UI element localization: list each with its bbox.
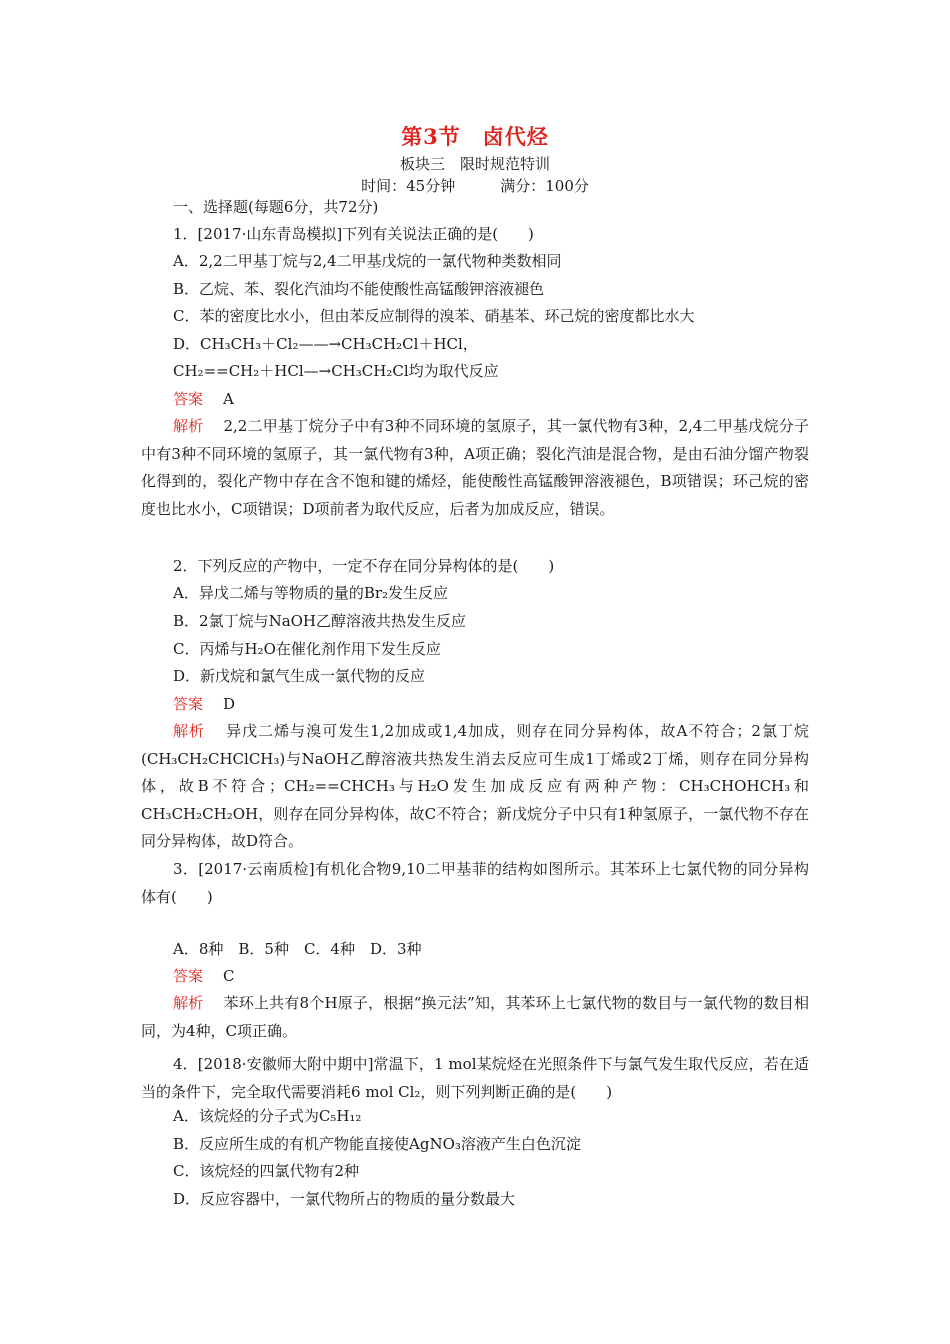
- q1-option-d-line1: D．CH₃CH₃＋Cl₂——→CH₃CH₂Cl＋HCl，: [173, 335, 478, 353]
- q4-option-a: A．该烷烃的分子式为C₅H₁₂: [173, 1107, 362, 1125]
- answer-label: 答案: [173, 390, 204, 408]
- section-heading: 一、选择题(每题6分，共72分): [173, 198, 379, 216]
- q1-answer: [173, 389, 234, 409]
- q3-analysis: [141, 990, 809, 1045]
- page-title: 第3节 卤代烃: [401, 124, 549, 149]
- analysis-label: 解析: [173, 994, 204, 1012]
- q4-option-b: B．反应所生成的有机产物能直接使AgNO₃溶液产生白色沉淀: [173, 1135, 581, 1153]
- q2-answer: [173, 694, 235, 714]
- q1-analysis: [141, 413, 809, 523]
- q2-analysis: [141, 718, 809, 856]
- q2-option-c: C．丙烯与H₂O在催化剂作用下发生反应: [173, 640, 441, 658]
- q2-option-b: B．2氯丁烷与NaOH乙醇溶液共热发生反应: [173, 612, 467, 630]
- q3-analysis-text: 苯环上共有8个H原子，根据“换元法”知，其苯环上七氯代物的数目与一氯代物的数目相同，为4种，C项正确。: [141, 994, 809, 1040]
- q3-answer-value: C: [223, 967, 235, 985]
- q4-option-d: D．反应容器中，一氯代物所占的物质的量分数最大: [173, 1190, 516, 1208]
- q4-stem: 4．[2018·安徽师大附中期中]常温下，1 mol某烷烃在光照条件下与氯气发生取代反应，若在适当的条件下，完全取代需要消耗6 mol Cl₂，则下列判断正确的是( ): [141, 1055, 809, 1101]
- q3-stem: 3．[2017·云南质检]有机化合物9,10二甲基菲的结构如图所示。其苯环上七氯代物的同分异构体有( ): [141, 860, 809, 906]
- q2-option-a: A．异戊二烯与等物质的量的Br₂发生反应: [173, 584, 449, 602]
- q4-option-c: C．该烷烃的四氯代物有2种: [173, 1162, 360, 1180]
- answer-label: 答案: [173, 967, 204, 985]
- q1-answer-value: A: [223, 390, 234, 408]
- q3-options: A．8种 B．5种 C．4种 D．3种: [173, 940, 422, 958]
- analysis-label: 解析: [173, 722, 206, 740]
- q2-option-d: D．新戊烷和氯气生成一氯代物的反应: [173, 667, 426, 685]
- q2-stem: 2．下列反应的产物中，一定不存在同分异构体的是( ): [173, 557, 555, 575]
- analysis-label: 解析: [173, 417, 204, 435]
- q1-option-c: C．苯的密度比水小，但由苯反应制得的溴苯、硝基苯、环己烷的密度都比水大: [173, 307, 695, 325]
- q2-analysis-text: 异戊二烯与溴可发生1,2加成或1,4加成，则存在同分异构体，故A不符合；2氯丁烷(CH₃CH₂CHClCH₃)与NaOH乙醇溶液共热发生消去反应可生成1丁烯或2丁烯，则存在同分异构体，故B不符合；CH₂==CHCH₃与H₂O发生加成反应有两种产物：CH₃CHOHCH₃和CH₃CH₂CH₂OH，则存在同分异构体，故C不符合；新戊烷分子中只有1种氢原子，一氯代物不存在同分异构体，故D符合。: [141, 722, 809, 851]
- q1-option-a: A．2,2二甲基丁烷与2,4二甲基戊烷的一氯代物种类数相同: [173, 252, 562, 270]
- page-subtitle: 板块三 限时规范特训: [399, 155, 550, 173]
- q1-analysis-text: 2,2二甲基丁烷分子中有3种不同环境的氢原子，其一氯代物有3种，2,4二甲基戊烷分子中有3种不同环境的氢原子，其一氯代物有3种，A项正确；裂化汽油是混合物，是由石油分馏产物裂化得到的，裂化产物中存在含不饱和键的烯烃，能使酸性高锰酸钾溶液褪色，B项错误；环己烷的密度也比水小，C项错误；D项前者为取代反应，后者为加成反应，错误。: [141, 417, 809, 518]
- q2-answer-value: D: [223, 695, 236, 713]
- q3-answer: [173, 966, 235, 986]
- answer-label: 答案: [173, 695, 204, 713]
- q1-option-d-line2: CH₂==CH₂＋HCl—→CH₃CH₂Cl均为取代反应: [173, 362, 499, 380]
- q1-option-b: B．乙烷、苯、裂化汽油均不能使酸性高锰酸钾溶液褪色: [173, 280, 545, 298]
- time-info: 时间：45分钟 满分：100分: [361, 177, 589, 195]
- q1-stem: 1．[2017·山东青岛模拟]下列有关说法正确的是( ): [173, 225, 534, 243]
